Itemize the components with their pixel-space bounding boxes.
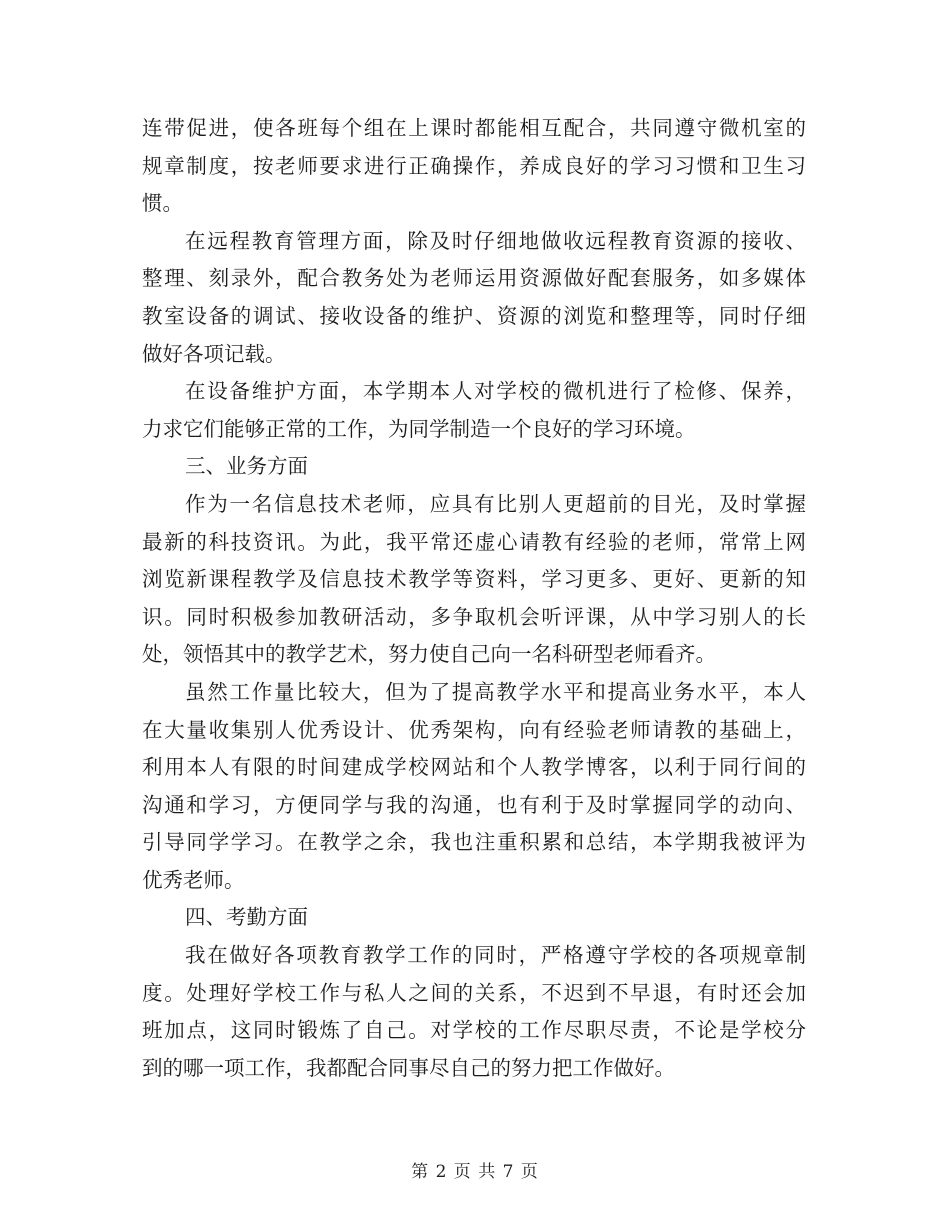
paragraph	[142, 937, 806, 1087]
text-line: 到的哪一项工作，我都配合同事尽自己的努力把工作做好。	[142, 1055, 675, 1080]
text-line: 整理、刻录外，配合教务处为老师运用资源做好配套服务，如多媒体	[142, 266, 806, 291]
section-heading-text: 三、业务方面	[185, 454, 308, 479]
section-heading	[142, 448, 806, 486]
paragraph	[142, 373, 806, 448]
section-heading-text: 四、考勤方面	[185, 905, 308, 930]
text-line: 连带促进，使各班每个组在上课时都能相互配合，共同遵守微机室的	[142, 116, 806, 140]
text-line: 度。处理好学校工作与私人之间的关系，不迟到不早退，有时还会加	[142, 980, 806, 1005]
paragraph	[142, 486, 806, 674]
paragraph	[142, 110, 806, 223]
text-line: 浏览新课程教学及信息技术教学等资料，学习更多、更好、更新的知	[142, 567, 806, 592]
text-line: 教室设备的调试、接收设备的维护、资源的浏览和整理等，同时仔细	[142, 303, 806, 328]
text-line: 做好各项记载。	[142, 341, 286, 366]
text-line: 处，领悟其中的教学艺术，努力使自己向一名科研型老师看齐。	[142, 642, 716, 667]
text-line: 识。同时积极参加教研活动，多争取机会听评课，从中学习别人的长	[142, 604, 806, 629]
paragraph	[142, 223, 806, 373]
text-line: 在设备维护方面，本学期本人对学校的微机进行了检修、保养，	[185, 379, 806, 404]
text-line: 沟通和学习，方便同学与我的沟通，也有利于及时掌握同学的动向、	[142, 792, 806, 817]
text-line: 虽然工作量比较大，但为了提高教学水平和提高业务水平，本人	[185, 679, 806, 704]
page-number: 第 2 页 共 7 页	[411, 1162, 539, 1182]
text-line: 在远程教育管理方面，除及时仔细地做收远程教育资源的接收、	[185, 228, 806, 253]
text-line: 利用本人有限的时间建成学校网站和个人教学博客，以利于同行间的	[142, 755, 806, 780]
section-heading	[142, 899, 806, 937]
text-line: 我在做好各项教育教学工作的同时，严格遵守学校的各项规章制	[185, 943, 806, 968]
text-line: 力求它们能够正常的工作，为同学制造一个良好的学习环境。	[142, 416, 696, 441]
text-line: 引导同学学习。在教学之余，我也注重积累和总结，本学期我被评为	[142, 830, 806, 855]
text-line: 在大量收集别人优秀设计、优秀架构，向有经验老师请教的基础上，	[142, 717, 806, 742]
text-line: 规章制度，按老师要求进行正确操作，养成良好的学习习惯和卫生习	[142, 153, 806, 178]
text-line: 惯。	[142, 191, 183, 216]
text-line: 作为一名信息技术老师，应具有比别人更超前的目光，及时掌握	[185, 491, 806, 516]
text-line: 班加点，这同时锻炼了自己。对学校的工作尽职尽责，不论是学校分	[142, 1018, 806, 1043]
document-body	[142, 110, 806, 1087]
text-line: 优秀老师。	[142, 867, 245, 892]
paragraph	[142, 674, 806, 900]
text-line: 最新的科技资讯。为此，我平常还虚心请教有经验的老师，常常上网	[142, 529, 806, 554]
